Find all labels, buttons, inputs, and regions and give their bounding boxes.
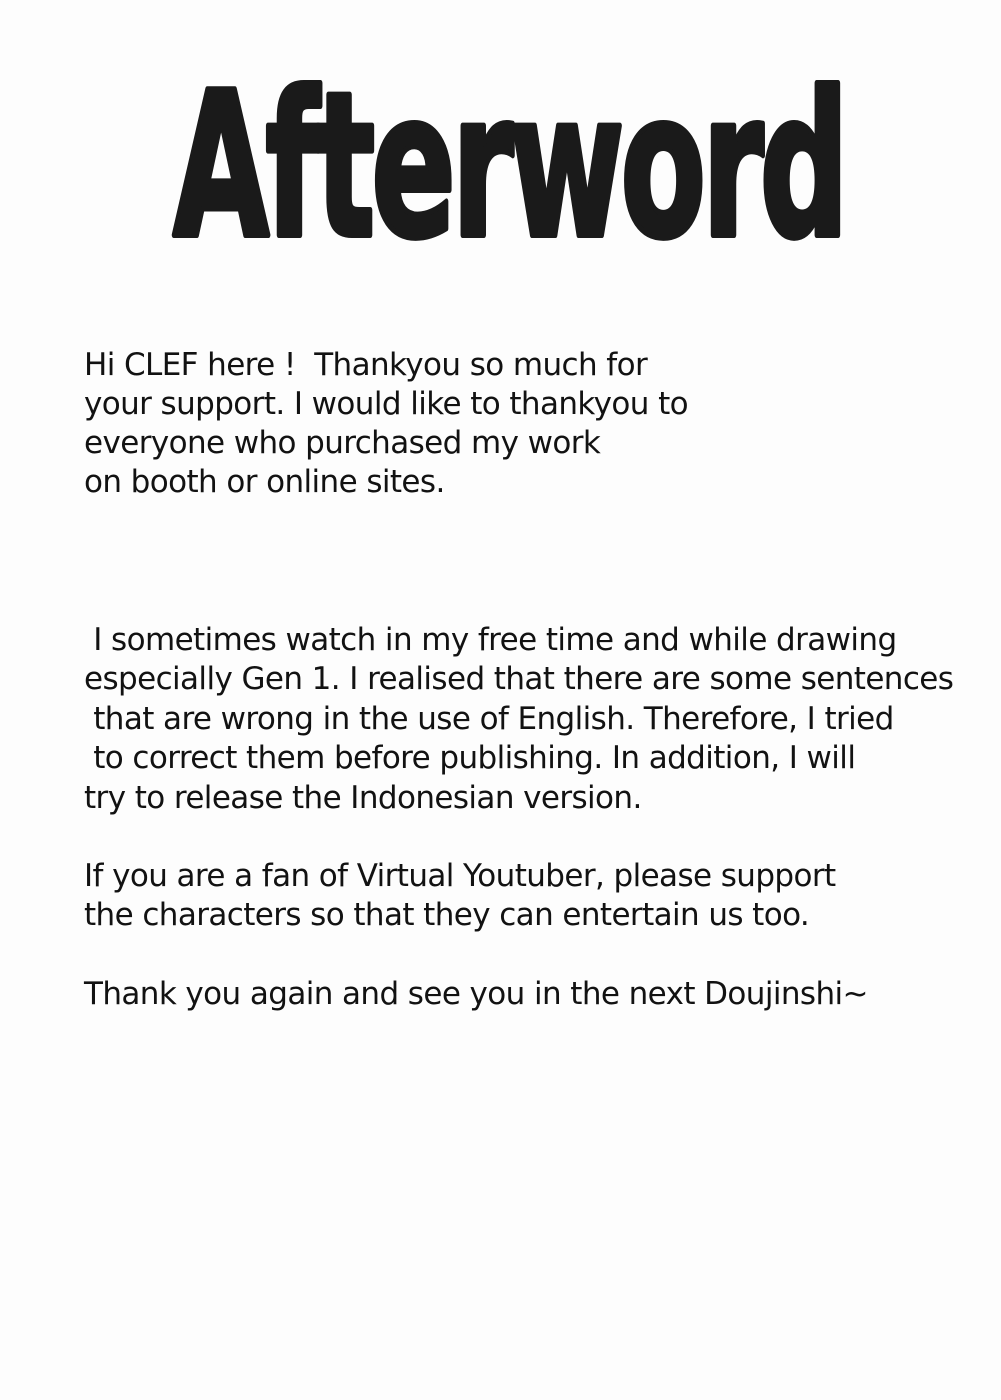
text-line: the characters so that they can entertain us too.: [84, 897, 810, 933]
title-text: Afterword: [173, 50, 845, 280]
title-lettering: [165, 30, 855, 280]
text-line: especially Gen 1. I realised that there are some sentences: [84, 661, 954, 697]
text-line: I sometimes watch in my free time and while drawing: [84, 622, 897, 658]
text-line: everyone who purchased my work: [84, 425, 601, 461]
text-line: try to release the Indonesian version.: [84, 780, 642, 816]
text-line: If you are a fan of Virtual Youtuber, please support: [84, 858, 836, 894]
text-line: that are wrong in the use of English. Therefore, I tried: [84, 701, 894, 737]
page-title: [165, 30, 855, 280]
text-line: on booth or online sites.: [84, 464, 445, 500]
text-line: to correct them before publishing. In addition, I will: [84, 740, 856, 776]
text-line: your support. I would like to thankyou to: [84, 386, 688, 422]
text-line: Thank you again and see you in the next Doujinshi~: [84, 976, 868, 1012]
text-line: Hi CLEF here ! Thankyou so much for: [84, 347, 648, 383]
